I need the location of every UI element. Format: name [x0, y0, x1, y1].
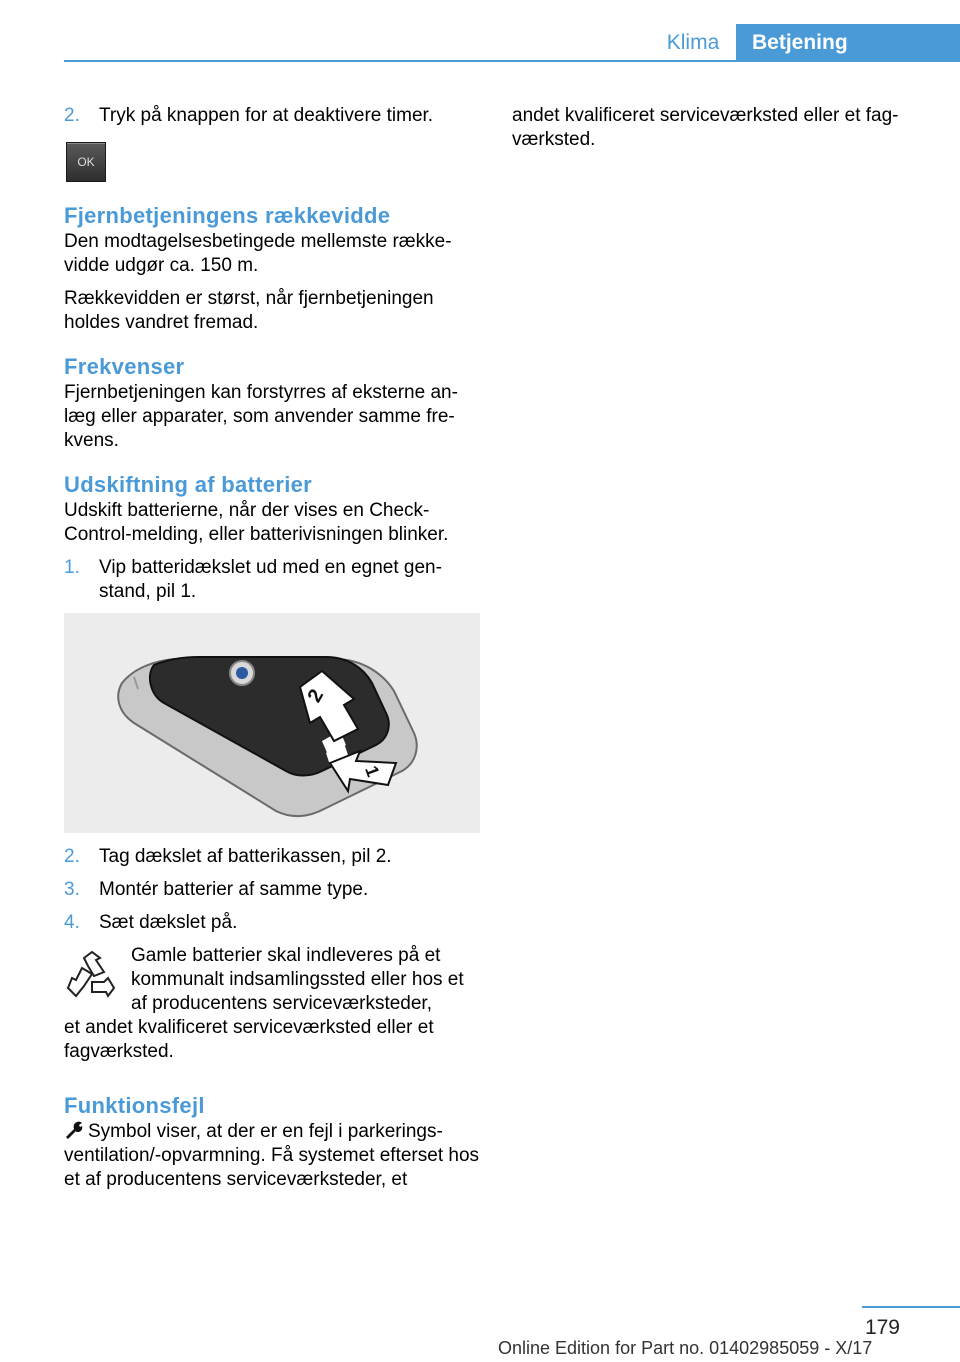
wrench-icon: [64, 1121, 84, 1139]
tab-klima[interactable]: Klima: [666, 31, 720, 54]
battery-paragraph: Udskift batterierne, når der vises en Check-Control-melding, eller batterivisningen blinker.: [64, 500, 449, 545]
recycle-text-tail: et andet kvalificeret serviceværksted eller et fagværksted.: [64, 1017, 434, 1062]
recycle-text: Gamle batterier skal indleveres på et kommunalt indsamlingssted eller hos et af producentens serviceværksteder,: [131, 945, 464, 1014]
continued-paragraph: andet kvalificeret serviceværksted eller et fag‐værksted.: [512, 105, 899, 150]
range-paragraph-1: Den modtagelsesbetingede mellemste række‐vidde udgør ca. 150 m.: [64, 231, 452, 276]
footer-rule: [862, 1306, 960, 1308]
section-heading-range: Fjernbetjeningens rækkevidde: [64, 203, 391, 228]
section-heading-fault: Funktionsfejl: [64, 1093, 205, 1118]
step-text: Tag dækslet af batterikassen, pil 2.: [99, 846, 392, 867]
key-fob-figure: [64, 613, 480, 833]
fault-paragraph: [64, 1120, 480, 1192]
arrow-label-1: 1: [361, 763, 384, 780]
step-deactivate-timer: [64, 104, 480, 128]
ok-button-icon: OK: [66, 142, 106, 182]
battery-step-2: [64, 845, 480, 869]
fault-text: Symbol viser, at der er en fejl i parkerings‐ventilation/-opvarmning. Få systemet efterset hos et af producentens serviceværksteder, et: [64, 1121, 480, 1190]
key-fob-illustration: [64, 613, 480, 833]
page-number: 179: [864, 1316, 900, 1339]
section-heading-frequencies: Frekvenser: [64, 354, 185, 379]
right-column: [512, 104, 928, 161]
step-number: 4.: [64, 912, 80, 933]
recycle-note: [64, 944, 480, 1016]
arrow-label-2: 2: [303, 685, 329, 707]
section-heading-battery: Udskiftning af batterier: [64, 472, 313, 497]
step-number: 1.: [64, 557, 80, 578]
left-column: [64, 104, 480, 1201]
frequencies-paragraph: Fjernbetjeningen kan forstyrres af eksterne an‐læg eller apparater, som anvender samme fre‐kvens.: [64, 382, 458, 451]
range-paragraph-2: Rækkevidden er størst, når fjernbetjeningen holdes vandret fremad.: [64, 288, 434, 333]
footer-edition: Online Edition for Part no. 01402985059 - X/17: [498, 1338, 873, 1358]
recycle-icon: [64, 948, 120, 1004]
step-text: Montér batterier af samme type.: [99, 879, 369, 900]
step-number: 2.: [64, 105, 80, 126]
step-number: 3.: [64, 879, 80, 900]
step-text: Sæt dækslet på.: [99, 912, 238, 933]
tab-betjening[interactable]: Betjening: [736, 24, 960, 62]
step-text: Vip batteridækslet ud med en egnet gen‐stand, pil 1.: [99, 557, 442, 602]
step-text: Tryk på knappen for at deaktivere timer.: [99, 105, 434, 126]
battery-step-3: [64, 878, 480, 902]
step-number: 2.: [64, 846, 80, 867]
battery-step-1: [64, 556, 480, 604]
battery-step-4: [64, 911, 480, 935]
